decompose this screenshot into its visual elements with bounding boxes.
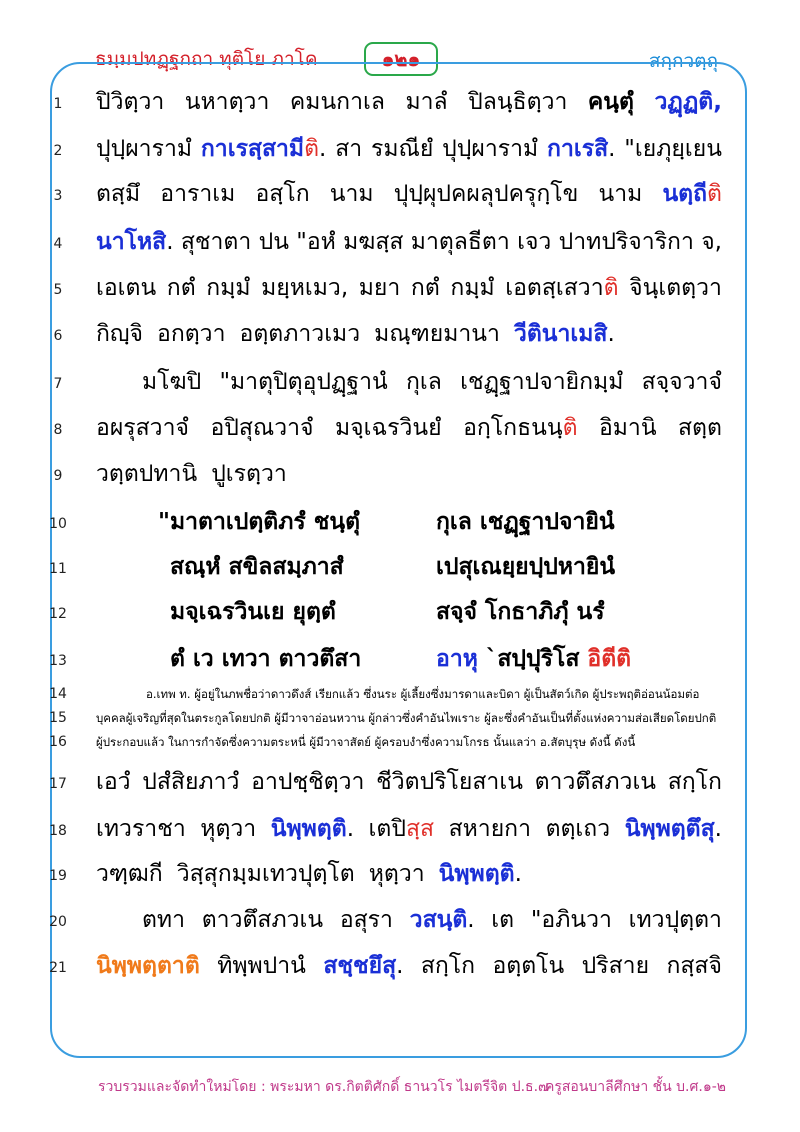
text-line xyxy=(142,368,722,396)
line-number: 10 xyxy=(49,516,67,532)
word: ปุปฺผารามํ xyxy=(96,136,193,162)
text-line xyxy=(142,906,722,934)
line-number: 21 xyxy=(49,960,67,976)
line-number: 17 xyxy=(49,776,67,792)
line-number: 8 xyxy=(53,422,63,438)
word: เทวราชา xyxy=(96,816,186,842)
word: มยฺหเมว, xyxy=(261,275,349,301)
word: อาปชฺชิตฺวา xyxy=(251,769,365,795)
text-line xyxy=(96,228,722,256)
line-number: 2 xyxy=(53,143,63,159)
word: กตํ xyxy=(166,275,196,301)
word: อตฺตโน xyxy=(492,953,565,979)
text-line xyxy=(96,815,722,843)
verse-first-half: ตํ เว เทวา ตาวตึสา xyxy=(170,646,362,672)
word: นาม xyxy=(329,181,374,207)
word: นิพฺพตฺตึสุ. xyxy=(624,816,722,842)
verse-first-half: มจฺเฉรวินเย ยุตฺตํ xyxy=(170,599,336,625)
thai-translation-line: บุคคลผู้เจริญที่สุดในตระกูลโดยปกติ ผู้มีวาจาอ่อนหวาน ผู้กล่าวซึ่งคำอันไพเราะ ผู้ละซึ่งคำอันเป็นที่ตั้งแห่งความส่อเสียดโดยปกติ xyxy=(96,711,717,725)
word: "อหํ xyxy=(296,229,336,255)
word: รมณียํ xyxy=(370,136,434,162)
line-number: 13 xyxy=(49,653,67,669)
word: เอวํ xyxy=(96,769,131,795)
word: มยา xyxy=(358,275,401,301)
word: สกฺโก xyxy=(420,953,476,979)
word: หุตฺวา xyxy=(200,816,257,842)
line-number: 14 xyxy=(49,686,67,702)
word: เอตสฺเสวาติ xyxy=(505,275,619,301)
word: วิสฺสุกมฺมเทวปุตฺโต xyxy=(176,861,355,887)
word: กุเล xyxy=(406,369,442,395)
word: ปิลนฺธิตฺวา xyxy=(468,89,568,115)
word: วสนฺติ. xyxy=(409,907,475,933)
footer-compiler: รวบรวมและจัดทำใหม่โดย : พระมหา ดร.กิตติศักดิ์ ธานวโร ไมตรีจิต ป.ธ.๗ xyxy=(98,1079,549,1095)
page-number: ๑๒๑ xyxy=(364,42,438,76)
word: เทวปุตฺตา xyxy=(628,907,722,933)
word: กสฺสจิ xyxy=(666,953,722,979)
word: สชฺชยึสุ. xyxy=(323,953,404,979)
line-number: 4 xyxy=(53,236,63,252)
word: วีตินาเมสิ. xyxy=(513,321,615,347)
line-number: 18 xyxy=(49,823,67,839)
word: ตาวตึสภวเน xyxy=(201,907,324,933)
word: ปุปฺผารามํ xyxy=(442,136,539,162)
word: มาลํ xyxy=(405,89,448,115)
text-line xyxy=(96,768,722,796)
word: อสฺโก xyxy=(255,181,310,207)
word: ตาวตึสภวเน xyxy=(534,769,657,795)
word: "อภินวา xyxy=(530,907,612,933)
word: มณฺฑยมานา xyxy=(374,321,500,347)
word: นหาตฺวา xyxy=(184,89,270,115)
word: ชีวิตปริโยสาเน xyxy=(376,769,523,795)
word: อกฺโกธนนฺติ xyxy=(463,415,578,441)
word: กมฺมํ xyxy=(450,275,495,301)
word: อปิสุณวาจํ xyxy=(210,415,314,441)
line-number: 20 xyxy=(49,914,67,930)
text-line xyxy=(96,414,722,442)
word: คนฺตุํ xyxy=(587,89,634,115)
word: มโฆปิ xyxy=(142,369,202,395)
word: คมนกาเล xyxy=(289,89,385,115)
text-line xyxy=(96,135,722,163)
verse-first-half: "มาตาเปตฺติภรํ ชนฺตุํ xyxy=(158,509,361,535)
word: สกฺโก xyxy=(667,769,722,795)
word: ปุปฺผุปคผลุปครุกฺโข xyxy=(393,181,579,207)
word: นิพฺพตฺติ. xyxy=(438,861,522,887)
text-line xyxy=(96,952,722,980)
word: อผรุสวาจํ xyxy=(96,415,189,441)
word: กิญฺจิ xyxy=(96,321,143,347)
word: มาตุลธีตา เจว xyxy=(410,229,552,255)
line-number: 16 xyxy=(49,734,67,750)
word: เตปิสฺส xyxy=(368,816,435,842)
word: ตสฺมึ xyxy=(96,181,141,207)
line-number: 1 xyxy=(53,96,63,112)
word: อาราเม xyxy=(160,181,236,207)
word: อสุรา xyxy=(339,907,393,933)
word: สา xyxy=(335,136,363,162)
verse-first-half: สณฺหํ สขิลสมฺภาสํ xyxy=(170,554,344,580)
word: กตํ xyxy=(410,275,440,301)
word: นิพฺพตฺติ. xyxy=(270,816,354,842)
word: กาเรสฺสามีติ. xyxy=(200,136,327,162)
text-line xyxy=(96,460,722,488)
word: ปสํสิยภาวํ xyxy=(142,769,240,795)
word: เชฏฺฐาปจายิกมฺมํ xyxy=(460,369,624,395)
word: สจฺจวาจํ xyxy=(641,369,722,395)
word: ปริสาย xyxy=(581,953,650,979)
word: "มาตุปิตุอุปฏฺฐานํ xyxy=(219,369,388,395)
word: ปูเรตฺวา xyxy=(211,461,287,487)
text-line xyxy=(96,88,722,116)
line-number: 6 xyxy=(53,328,63,344)
word: มฆสฺส xyxy=(343,229,404,255)
text-line xyxy=(96,274,722,302)
word: สหายกา xyxy=(448,816,532,842)
word: กมฺมํ xyxy=(206,275,251,301)
word: นาม xyxy=(598,181,643,207)
word: ปาทปริจาริกา จ, xyxy=(558,229,722,255)
word: อตฺตภาวเมว xyxy=(239,321,361,347)
word: นตฺถีติ xyxy=(662,181,722,207)
word: ทิพฺพปานํ xyxy=(217,953,306,979)
line-number: 7 xyxy=(53,376,63,392)
word: กาเรสิ. xyxy=(547,136,616,162)
word: ปิวิตฺวา xyxy=(96,89,165,115)
line-number: 15 xyxy=(49,710,67,726)
thai-translation-line: อ.เทพ ท. ผู้อยู่ในภพชื่อว่าดาวดึงส์ เรียกแล้ว ซึ่งนระ ผู้เลี้ยงซึ่งมารดาและบิดา ผู้เป็นสัตว์เกิด ผู้ประพฤติอ่อนน้อมต่อ xyxy=(146,687,700,701)
text-line xyxy=(96,860,722,888)
line-number: 9 xyxy=(53,468,63,484)
text-line xyxy=(96,180,722,208)
word: ปน xyxy=(258,229,289,255)
word: วตฺตปทานิ xyxy=(96,461,198,487)
line-number: 12 xyxy=(49,606,67,622)
book-title: ธมฺมปทฏฺฐกถา ทุติโย ภาโค xyxy=(95,48,318,70)
word: มจฺเฉรวินยํ xyxy=(334,415,442,441)
text-line xyxy=(96,320,722,348)
word: เต xyxy=(491,907,515,933)
word: หุตฺวา xyxy=(368,861,425,887)
word: วฑฺฒกี xyxy=(96,861,163,887)
line-number: 19 xyxy=(49,868,67,884)
word: นาโหสิ. xyxy=(96,229,174,255)
word: จินฺเตตฺวา xyxy=(629,275,722,301)
line-number: 3 xyxy=(53,188,63,204)
verse-second-half: กุเล เชฏฺฐาปจายินํ xyxy=(436,509,615,535)
story-title: สกฺกวตฺถุ xyxy=(648,50,718,72)
footer-teacher: ครูสอนบาลีศึกษา ชั้น บ.ศ.๑-๒ xyxy=(545,1079,727,1095)
word: นิพฺพตฺตาติ xyxy=(96,953,200,979)
word: "เยภุยฺเยน xyxy=(624,136,722,162)
word: ตทา xyxy=(142,907,186,933)
line-number: 5 xyxy=(53,282,63,298)
verse-second-half: สจฺจํ โกธาภิภุํ นรํ xyxy=(436,599,605,625)
word: สตฺต xyxy=(678,415,722,441)
thai-translation-line: ผู้ประกอบแล้ว ในการกำจัดซึ่งความตระหนี่ ผู้มีวาจาสัตย์ ผู้ครอบงำซึ่งความโกรธ นั้นแลว่า อ.สัตบุรุษ ดังนี้ ดังนี้ xyxy=(96,735,636,749)
verse-second-half: อาหุ `สปฺปุริโส อิตีติ xyxy=(436,646,632,672)
word: เอเตน xyxy=(96,275,157,301)
word: อิมานิ xyxy=(598,415,657,441)
verse-second-half: เปสุเณยฺยปฺปหายินํ xyxy=(436,554,616,580)
word: อกตฺวา xyxy=(157,321,226,347)
word: ตตฺเถว xyxy=(545,816,611,842)
line-number: 11 xyxy=(49,561,67,577)
word: วฏฺฏติ, xyxy=(654,89,722,115)
word: สุชาตา xyxy=(180,229,252,255)
